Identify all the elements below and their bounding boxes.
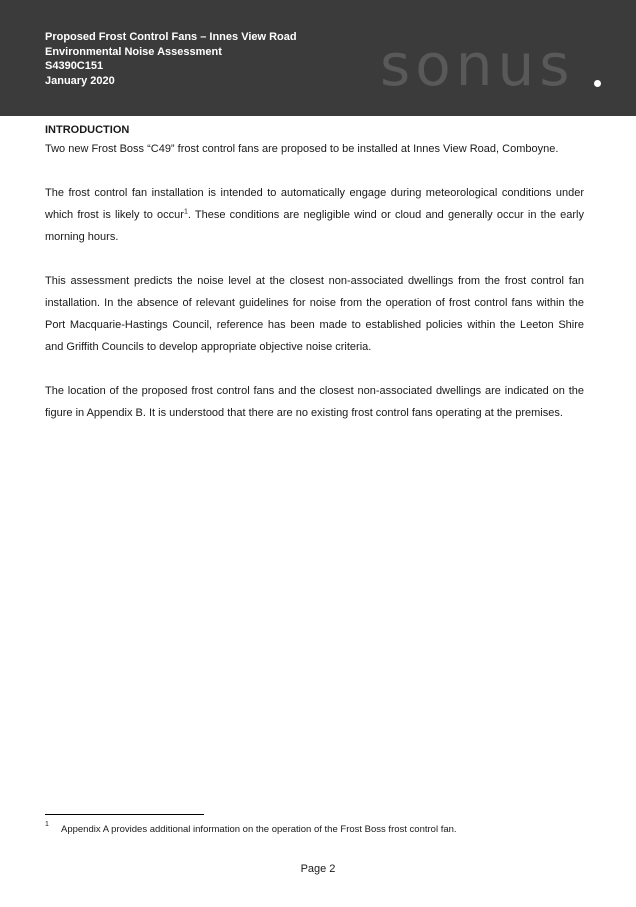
paragraph-3: This assessment predicts the noise level at the closest non-associated dwellings from the frost control fan installation. In the absence of relevant guidelines for noise from the operation of frost control fans within the Port Macquarie-Hastings Council, reference has been made to established policies within the Leeton Shire and Griffith Councils to develop appropriate objective noise criteria. <box>45 275 584 353</box>
paragraph-2 <box>45 182 584 248</box>
brand-logo: sonus <box>380 31 575 99</box>
page-number: Page 2 <box>300 863 336 875</box>
report-code: S4390C151 <box>45 60 104 72</box>
paragraph-4: The location of the proposed frost control fans and the closest non-associated dwellings are indicated on the figure in Appendix B. It is understood that there are no existing frost control fans operating at the premises. <box>45 385 584 419</box>
report-date: January 2020 <box>45 74 115 87</box>
section-heading: INTRODUCTION <box>45 124 130 136</box>
page-header <box>0 0 636 116</box>
main-content <box>45 122 584 446</box>
footnote-text: Appendix A provides additional information on the operation of the Frost Boss frost control fan. <box>61 824 457 835</box>
brand-logo-dot <box>594 80 601 87</box>
footnote-number: 1 <box>45 821 49 828</box>
paragraph-1: Two new Frost Boss “C49” frost control fans are proposed to be installed at Innes View Road, Comboyne. <box>45 143 559 155</box>
footnote-divider <box>45 814 204 815</box>
report-subtitle: Environmental Noise Assessment <box>45 45 222 58</box>
paragraph-2-text: The frost control fan installation is intended to automatically engage during meteorological conditions under which frost is likely to occur <box>45 187 584 221</box>
header-text-block <box>45 30 297 88</box>
footnote-reference: 1 <box>183 208 188 216</box>
report-title: Proposed Frost Control Fans – Innes View Road <box>45 31 297 43</box>
paragraph-2-text-continued: . These conditions are negligible wind or cloud and generally occur in the early morning hours. <box>45 209 585 243</box>
